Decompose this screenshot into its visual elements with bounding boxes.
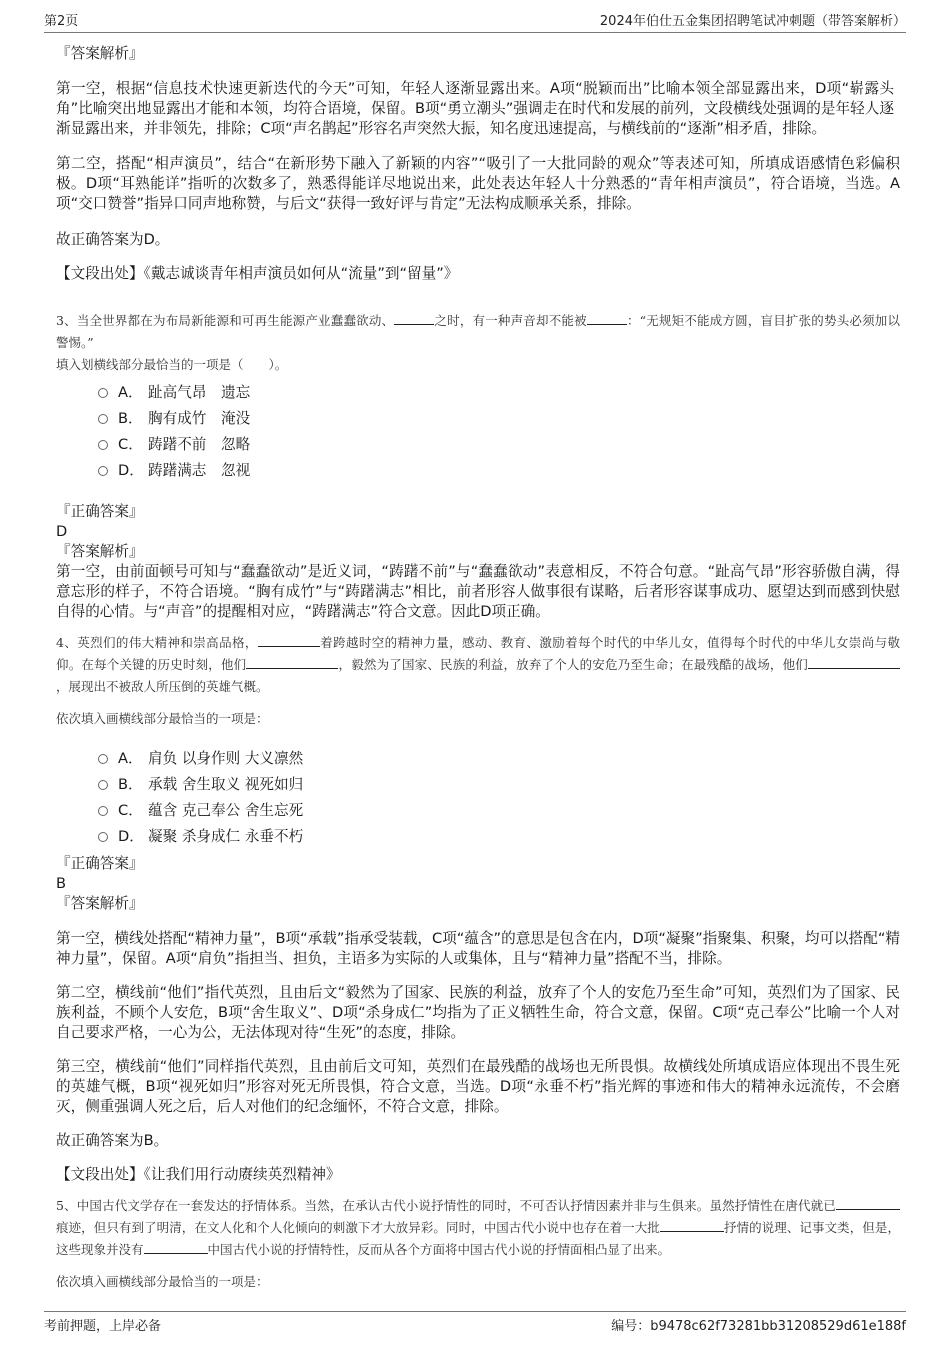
q5-instruction: 依次填入画横线部分最恰当的一项是： — [56, 1274, 269, 1289]
radio-icon[interactable] — [98, 754, 108, 764]
footer-document-id: 编号：b9478c62f73281bb31208529d61e188f — [611, 1319, 906, 1334]
q4-analysis-para1: 第一空，横线处搭配“精神力量”，B项“承载”指承受装载，C项“蕴含”的意思是包含在内，D项“凝聚”指聚集、积聚，均可以搭配“精神力量”，保留。A项“肩负”指担当、担负，主语多为实际的人或集体，且与“精神力量”搭配不当，排除。 — [56, 930, 900, 967]
radio-icon[interactable] — [98, 388, 108, 398]
q5-blank-3 — [144, 1241, 208, 1254]
q2-source — [56, 264, 900, 284]
q3-instruction: 填入划横线部分最恰当的一项是（ ）。 — [56, 357, 288, 372]
q3-blank-2 — [587, 312, 627, 325]
q5-blank-2 — [660, 1219, 724, 1232]
radio-icon[interactable] — [98, 466, 108, 476]
q4-answer-label: 『正确答案』 — [56, 855, 144, 872]
q3-blank-1 — [394, 312, 434, 325]
q4-conclusion: 故正确答案为B。 — [56, 1132, 169, 1149]
q3-answer: D — [56, 523, 68, 540]
q5-stem: 5、中国古代文学存在一套发达的抒情体系。当然，在承认古代小说抒情性的同时，不可否认抒情因素并非与生俱来。虽然抒情性在唐代就已痕迹，但只有到了明清，在文人化和个人化倾向的刺激下才大放异彩。同时，中国古代小说中也存在着一大批 抒情的说理、记事文类，但是，这些现象并没有 中国古代小说的抒情特性，反而从各个方面将中国古代小说的抒情面相凸显了出来。 — [56, 1198, 900, 1257]
page-number: 第2页 — [44, 14, 79, 29]
q4-answer: B — [56, 875, 67, 892]
q3-option-a[interactable]: A． 趾高气昂 遗忘 — [98, 378, 900, 404]
q2-analysis-para2: 第二空，搭配“相声演员”，结合“在新形势下融入了新颖的内容”“吸引了一大批同龄的观众”等表述可知，所填成语感情色彩偏积极。D项“耳熟能详”指听的次数多了，熟悉得能详尽地说出来，此处表达年轻人十分熟悉的“青年相声演员”，符合语境，当选。A项“交口赞誉”指异口同声地称赞，与后文“获得一致好评与肯定”无法构成顺承关系，排除。 — [56, 155, 900, 212]
q4-blank-1 — [258, 634, 320, 647]
q4-analysis-para2: 第二空，横线前“他们”指代英烈，且由后文“毅然为了国家、民族的利益，放弃了个人的安危乃至生命”可知，英烈们为了国家、民族利益，不顾个人安危，B项“舍生取义”、D项“杀身成仁”均指为了正义牺牲生命，符合文意，保留。C项“克己奉公”比喻一个人对自己要求严格，一心为公，无法体现对待“生死”的态度，排除。 — [56, 984, 900, 1041]
radio-icon[interactable] — [98, 414, 108, 424]
q3-stem: 3、当全世界都在为布局新能源和可再生能源产业蠢蠢欲动、 之时，有一种声音却不能被 ：“无规矩不能成方圆，盲目扩张的势头必须加以警惕。” — [56, 313, 900, 350]
q4-instruction: 依次填入画横线部分最恰当的一项是： — [56, 711, 269, 726]
q3-answer-label: 『正确答案』 — [56, 503, 144, 520]
q3-analysis-label: 『答案解析』 — [56, 543, 144, 560]
page-footer — [44, 1311, 906, 1334]
q4-source-tag: 【文段出处】 — [56, 1166, 144, 1183]
q4-option-d[interactable]: D． 凝聚 杀身成仁 永垂不朽 — [98, 822, 900, 848]
q4-blank-2 — [246, 656, 338, 669]
page-header — [44, 10, 906, 33]
radio-icon[interactable] — [98, 806, 108, 816]
q3-options — [56, 378, 900, 482]
q3-option-d[interactable]: D． 踌躇满志 忽视 — [98, 456, 900, 482]
q4-source — [56, 1165, 900, 1185]
q4-analysis-label: 『答案解析』 — [56, 895, 144, 912]
q4-source-title: 《让我们用行动赓续英烈精神》 — [143, 1166, 341, 1183]
q4-stem: 4、英烈们的伟大精神和崇高品格， 着跨越时空的精神力量，感动、教育、激励着每个时代的中华儿女，值得每个时代的中华儿女崇尚与敬仰。在每个关键的历史时刻，他们 ，毅然为了国家、民族的利益，放弃了个人的安危乃至生命；在最残酷的战场，他们，展现出不被敌人所压倒的英雄气概。 — [56, 635, 900, 694]
document-title: 2024年伯仕五金集团招聘笔试冲刺题（带答案解析） — [599, 14, 906, 29]
radio-icon[interactable] — [98, 780, 108, 790]
q2-source-title: 《戴志诚谈青年相声演员如何从“流量”到“留量”》 — [143, 265, 459, 282]
q3-option-b[interactable]: B． 胸有成竹 淹没 — [98, 404, 900, 430]
radio-icon[interactable] — [98, 440, 108, 450]
q2-analysis-label: 『答案解析』 — [56, 45, 144, 62]
q4-option-b[interactable]: B． 承载 舍生取义 视死如归 — [98, 770, 900, 796]
q4-option-c[interactable]: C． 蕴含 克己奉公 舍生忘死 — [98, 796, 900, 822]
q4-analysis-para3: 第三空，横线前“他们”同样指代英烈，且由前后文可知，英烈们在最残酷的战场也无所畏惧。故横线处所填成语应体现出不畏生死的英雄气概，B项“视死如归”形容对死无所畏惧，符合文意，当选。D项“永垂不朽”指光辉的事迹和伟大的精神永远流传，不会磨灭，侧重强调人死之后，后人对他们的纪念缅怀，不符合文意，排除。 — [56, 1058, 900, 1115]
q3-analysis: 第一空，由前面顿号可知与“蠢蠢欲动”是近义词，“踌躇不前”与“蠢蠢欲动”表意相反，不符合句意。“趾高气昂”形容骄傲自满，得意忘形的样子，不符合语境。“胸有成竹”与“踌躇满志”相比，前者形容人做事很有谋略，后者形容谋事成功、愿望达到而感到快慰自得的心情。与“声音”的提醒相对应，“踌躇满志”符合文意。因此D项正确。 — [56, 563, 900, 620]
q2-source-tag: 【文段出处】 — [56, 265, 144, 282]
q4-blank-3 — [808, 656, 900, 669]
radio-icon[interactable] — [98, 832, 108, 842]
q2-analysis-para1: 第一空，根据“信息技术快速更新迭代的今天”可知，年轻人逐渐显露出来。A项“脱颖而出”比喻本领全部显露出来，D项“崭露头角”比喻突出地显露出才能和本领，均符合语境，保留。B项“勇立潮头”强调走在时代和发展的前列，文段横线处强调的是年轻人逐渐显露出来，并非领先，排除；C项“声名鹊起”形容名声突然大振，知名度迅速提高，与横线前的“逐渐”相矛盾，排除。 — [56, 80, 894, 137]
q4-options — [56, 744, 900, 848]
q5-blank-1 — [836, 1197, 900, 1210]
page-content — [56, 44, 900, 1293]
q3-option-c[interactable]: C． 踌躇不前 忽略 — [98, 430, 900, 456]
q4-option-a[interactable]: A． 肩负 以身作则 大义凛然 — [98, 744, 900, 770]
footer-slogan: 考前押题，上岸必备 — [44, 1319, 162, 1334]
q2-conclusion: 故正确答案为D。 — [56, 231, 170, 248]
